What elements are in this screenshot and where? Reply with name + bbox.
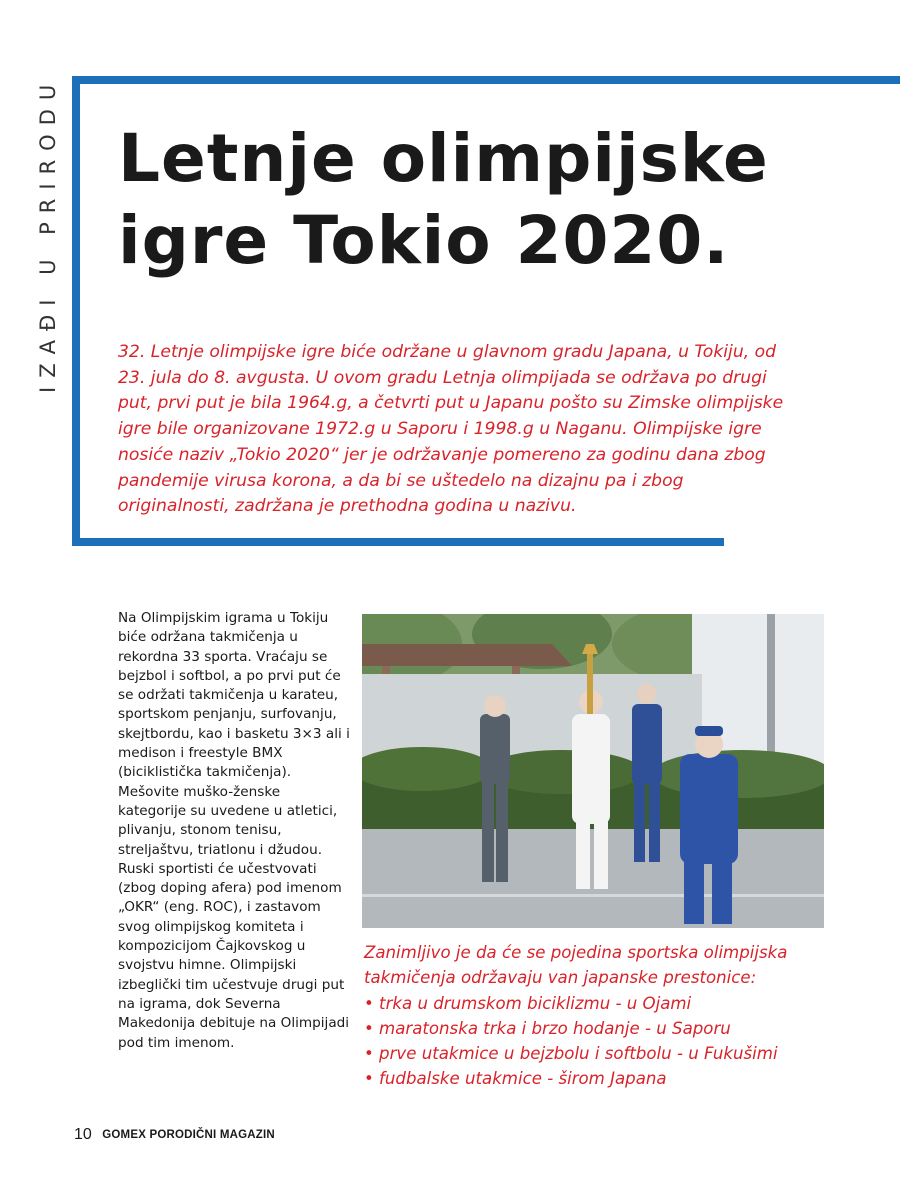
page-number: 10 xyxy=(74,1126,92,1143)
torch-relay-photo xyxy=(362,614,824,928)
page-footer xyxy=(74,1126,275,1148)
fun-fact-item: • maratonska trka i brzo hodanje - u Saporu xyxy=(364,1018,731,1038)
frame-top-border xyxy=(72,76,900,84)
intro-paragraph: 32. Letnje olimpijske igre biće održane u glavnom gradu Japana, u Tokiju, od 23. jula do 8. avgusta. U ovom gradu Letnja olimpijada se održava po drugi put, prvi put je bila 1964.g, a četvrti put u Japanu pošto su Zimske olimpijske igre bile organizovane 1972.g u Saporu i 1998.g u Naganu. Olimpijske igre nosiće naziv „Tokio 2020“ jer je održavanje pomereno za godinu dana zbog pandemije virusa korona, a da bi se uštedelo na dizajnu pa i zbog originalnosti, zadržana je prethodna godina u nazivu. xyxy=(118,342,784,517)
body-paragraph: Na Olimpijskim igrama u Tokiju biće održana takmičenja u rekordna 33 sporta. Vraćaju se bejzbol i softbol, a po prvi put će se održati takmičenja u karateu, sportskom penjanju, surfovanju, skejtbordu, kao i basketu 3×3 ali i medison i freestyle BMX (biciklistička takmičenja). Mešovite muško-ženske kategorije su uvedene u atletici, plivanju, stonom tenisu, streljaštvu, triatlonu i džudou. Ruski sportisti će učestvovati (zbog doping afera) pod imenom „OKR“ (eng. ROC), i zastavom svog olimpijskog komiteta i kompozicijom Čajkovskog u svojstvu himne. Olimpijski izbeglički tim učestvuje drugi put na igrama, dok Severna Makedonija debituje na Olimpijadi pod tim imenom. xyxy=(118,610,350,1051)
title-line-1: Letnje olimpijske xyxy=(118,120,769,197)
fun-fact-item: • trka u drumskom biciklizmu - u Ojami xyxy=(364,993,692,1013)
fun-fact-item: • fudbalske utakmice - širom Japana xyxy=(364,1069,667,1089)
section-label: IZAĐI U PRIRODU xyxy=(36,75,60,393)
fun-facts-box xyxy=(364,940,834,1092)
fun-facts-list xyxy=(364,991,834,1092)
frame-left-border xyxy=(72,76,80,546)
title-line-2: igre Tokio 2020. xyxy=(118,202,730,279)
magazine-name: GOMEX PORODIČNI MAGAZIN xyxy=(102,1129,275,1141)
fun-fact-item: • prve utakmice u bejzbolu i softbolu - u Fukušimi xyxy=(364,1044,778,1064)
fun-facts-intro: Zanimljivo je da će se pojedina sportska olimpijska takmičenja održavaju van japanske prestonice: xyxy=(364,943,788,988)
frame-bottom-border xyxy=(72,538,724,546)
article-title xyxy=(118,118,878,282)
